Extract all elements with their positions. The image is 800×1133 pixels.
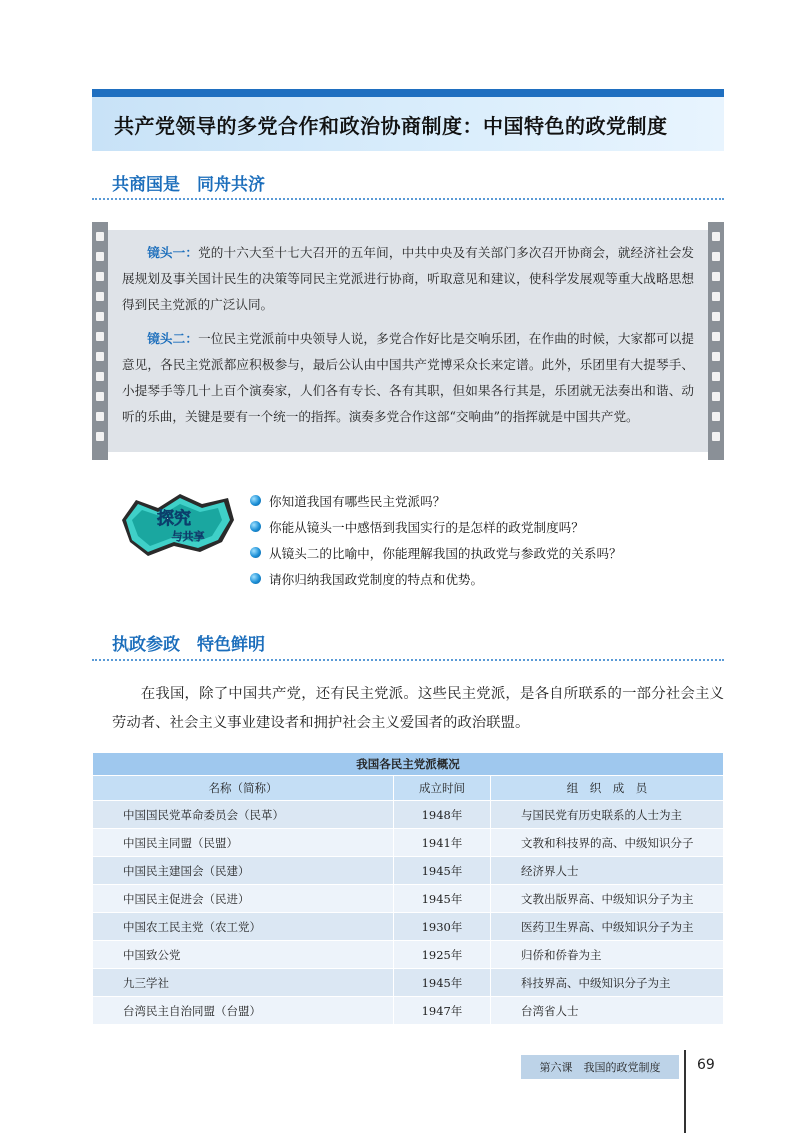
question-text: 你知道我国有哪些民主党派吗？ [269,493,446,509]
film-strip-box [92,222,724,460]
divider-dotted [92,198,724,200]
cell-name: 九三学社 [93,969,394,997]
scene-two-text: 一位民主党派前中央领导人说，多党合作好比是交响乐团，在作曲的时候，大家都可以提意见，各民主党派都应积极参与，最后公认由中国共产党博采众长来定谱。此外，乐团里有大提琴手、小提琴手等几十上百个演奏家，人们各有专长、各有其职，但如果各行其是，乐团就无法奏出和谐、动听的乐曲，关键是要有一个统一的指挥。演奏多党合作这部“交响曲”的指挥就是中国共产党。 [122,331,695,424]
film-strip-right [708,222,724,460]
cell-date: 1930年 [394,913,491,941]
cell-name: 中国致公党 [93,941,394,969]
table-row [93,913,724,941]
cell-name: 中国民主同盟（民盟） [93,829,394,857]
list-item [250,513,622,539]
body-paragraph: 在我国，除了中国共产党，还有民主党派。这些民主党派，是各自所联系的一部分社会主义劳动者、社会主义事业建设者和拥护社会主义爱国者的政治联盟。 [112,686,724,731]
cell-members: 医药卫生界高、中级知识分子为主 [491,913,724,941]
table-row [93,801,724,829]
bullet-icon [250,521,261,532]
section-heading-1: 共商国是 同舟共济 [112,175,265,195]
cell-date: 1945年 [394,969,491,997]
question-text: 从镜头二的比喻中，你能理解我国的执政党与参政党的关系吗？ [269,545,622,561]
scene-one [122,240,694,318]
table-header-name: 名称（简称） [93,776,394,801]
film-strip-left [92,222,108,460]
question-text: 请你归纳我国政党制度的特点和优势。 [269,571,484,587]
cell-date: 1945年 [394,857,491,885]
cell-members: 台湾省人士 [491,997,724,1025]
bullet-icon [250,573,261,584]
badge-text-top: 探究 [157,509,191,529]
cell-members: 科技界高、中级知识分子为主 [491,969,724,997]
cell-date: 1941年 [394,829,491,857]
cell-members: 文教出版界高、中级知识分子为主 [491,885,724,913]
badge-text-bottom: 与共享 [171,530,205,543]
cell-date: 1947年 [394,997,491,1025]
cell-name: 中国农工民主党（农工党） [93,913,394,941]
bullet-icon [250,547,261,558]
cell-name: 台湾民主自治同盟（台盟） [93,997,394,1025]
cell-members: 经济界人士 [491,857,724,885]
cell-date: 1945年 [394,885,491,913]
film-text [122,240,694,438]
scene-one-label: 镜头一： [147,245,199,260]
banner-top-bar [92,89,724,97]
list-item [250,487,622,513]
cell-date: 1925年 [394,941,491,969]
list-item [250,565,622,591]
explore-share-badge-icon [118,490,238,560]
question-text: 你能从镜头一中感悟到我国实行的是怎样的政党制度吗？ [269,519,584,535]
cell-name: 中国民主促进会（民进） [93,885,394,913]
table-row [93,885,724,913]
lesson-label: 第六课 我国的政党制度 [521,1055,679,1079]
list-item [250,539,622,565]
scene-two-label: 镜头二： [147,331,199,346]
cell-date: 1948年 [394,801,491,829]
table-header-members: 组 织 成 员 [491,776,724,801]
cell-members: 归侨和侨眷为主 [491,941,724,969]
title-banner [92,97,724,151]
table-row [93,829,724,857]
cell-members: 与国民党有历史联系的人士为主 [491,801,724,829]
cell-name: 中国国民党革命委员会（民革） [93,801,394,829]
bullet-icon [250,495,261,506]
table-row [93,969,724,997]
table-row [93,941,724,969]
table-row [93,857,724,885]
scene-two [122,326,694,430]
cell-members: 文教和科技界的高、中级知识分子 [491,829,724,857]
page-title: 共产党领导的多党合作和政治协商制度：中国特色的政党制度 [114,113,668,138]
page-number: 69 [697,1057,715,1073]
scene-one-text: 党的十六大至十七大召开的五年间，中共中央及有关部门多次召开协商会，就经济社会发展规划及事关国计民生的决策等同民主党派进行协商，听取意见和建议，使科学发展观等重大战略思想得到民主党派的广泛认同。 [122,245,695,312]
parties-table [92,752,724,1025]
question-list [250,487,622,591]
table-row [93,997,724,1025]
cell-name: 中国民主建国会（民建） [93,857,394,885]
section-heading-2: 执政参政 特色鲜明 [112,635,265,655]
divider-dotted [92,659,724,661]
footer-divider [684,1050,686,1133]
table-caption: 我国各民主党派概况 [93,753,724,776]
table-header-date: 成立时间 [394,776,491,801]
